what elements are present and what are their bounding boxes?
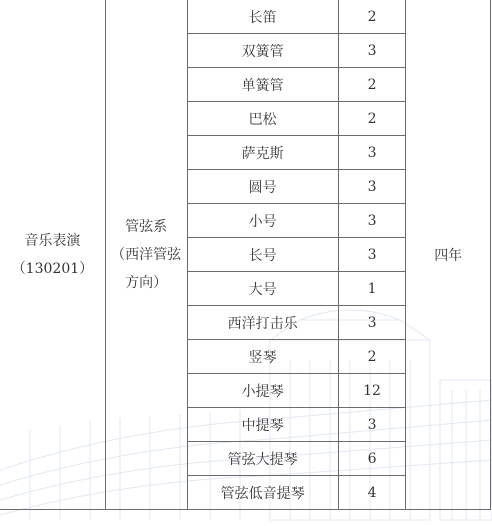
instrument-cell: 圆号 <box>187 170 338 204</box>
major-name: 音乐表演 <box>24 232 81 249</box>
department-cell <box>105 0 187 510</box>
instrument-cell: 双簧管 <box>187 34 338 68</box>
count-cell: 3 <box>338 408 406 442</box>
count-cell: 4 <box>338 476 406 510</box>
department-line-1: 管弦系 <box>125 218 168 235</box>
count-cell: 2 <box>338 68 406 102</box>
department-line-2: （西洋管弦 <box>111 246 182 263</box>
instrument-cell: 西洋打击乐 <box>187 306 338 340</box>
table-row <box>0 0 491 34</box>
count-cell: 3 <box>338 136 406 170</box>
count-cell: 3 <box>338 170 406 204</box>
instrument-cell: 竖琴 <box>187 340 338 374</box>
major-cell <box>0 0 105 510</box>
department-line-3: 方向） <box>125 274 168 291</box>
count-cell: 2 <box>338 0 406 34</box>
count-cell: 2 <box>338 340 406 374</box>
count-cell: 3 <box>338 204 406 238</box>
instrument-cell: 管弦大提琴 <box>187 442 338 476</box>
duration-cell: 四年 <box>406 0 491 510</box>
count-cell: 12 <box>338 374 406 408</box>
instrument-cell: 萨克斯 <box>187 136 338 170</box>
instrument-cell: 管弦低音提琴 <box>187 476 338 510</box>
count-cell: 3 <box>338 306 406 340</box>
count-cell: 2 <box>338 102 406 136</box>
count-cell: 3 <box>338 34 406 68</box>
count-cell: 1 <box>338 272 406 306</box>
instrument-cell: 长号 <box>187 238 338 272</box>
count-cell: 3 <box>338 238 406 272</box>
count-cell: 6 <box>338 442 406 476</box>
major-code: （130201） <box>11 260 94 277</box>
instrument-cell: 巴松 <box>187 102 338 136</box>
instrument-cell: 大号 <box>187 272 338 306</box>
instrument-cell: 小提琴 <box>187 374 338 408</box>
instrument-cell: 长笛 <box>187 0 338 34</box>
instrument-cell: 中提琴 <box>187 408 338 442</box>
instrument-cell: 单簧管 <box>187 68 338 102</box>
instrument-cell: 小号 <box>187 204 338 238</box>
